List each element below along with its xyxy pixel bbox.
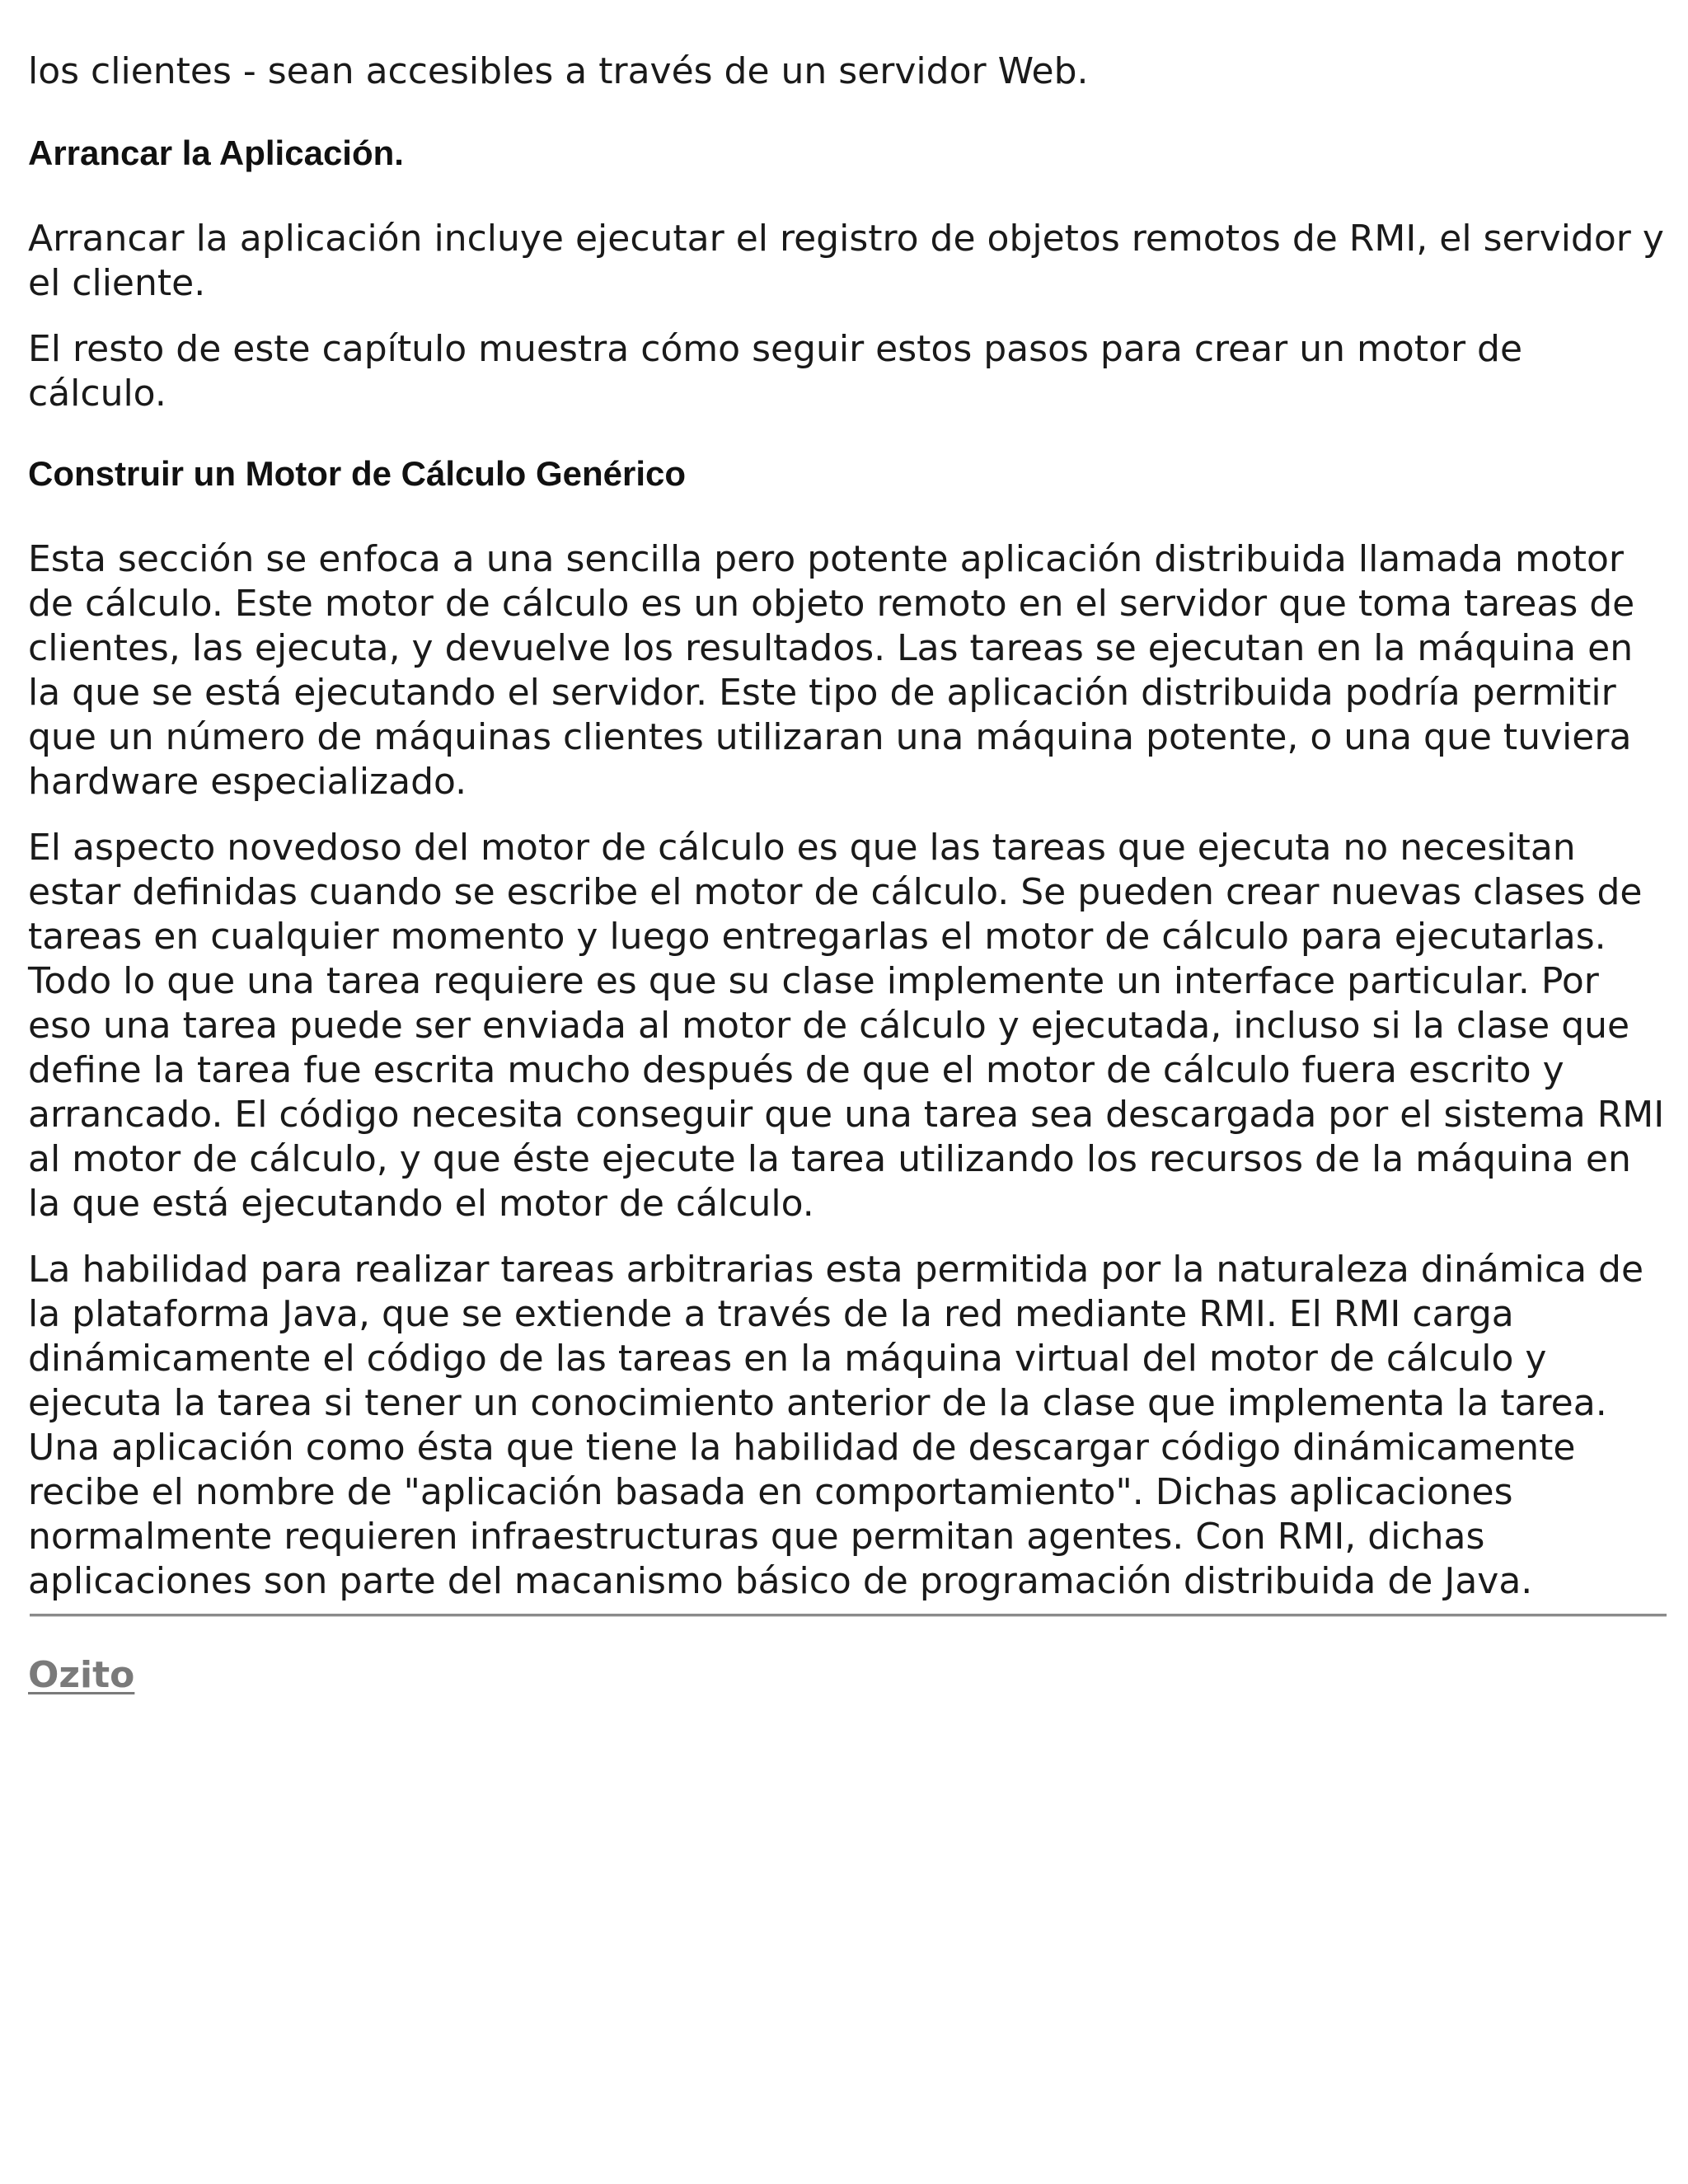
section-heading-arrancar: Arrancar la Aplicación. [28,134,404,172]
document-page [28,49,1668,1698]
ozito-link[interactable]: Ozito [28,1654,135,1696]
section-heading-construir: Construir un Motor de Cálculo Genérico [28,454,687,493]
paragraph-seccion: Esta sección se enfoca a una sencilla pero potente aplicación distribuida llamada motor de cálculo. Este motor de cálculo es un objeto remoto en el servidor que toma tareas de clientes, las ejecuta, y devuelve los resultados. Las tareas se ejecutan en la máquina en la que se está ejecutando el servidor. Este tipo de aplicación distribuida podría permitir que un número de máquinas clientes utilizaran una máquina potente, o una que tuviera hardware especializado. [28,538,1635,803]
paragraph-habilidad: La habilidad para realizar tareas arbitrarias esta permitida por la naturaleza dinámica de la plataforma Java, que se extiende a través de la red mediante RMI. El RMI carga dinámicamente el código de las tareas en la máquina virtual del motor de cálculo y ejecuta la tarea si tener un conocimiento anterior de la clase que implementa la tarea. Una aplicación como ésta que tiene la habilidad de descargar código dinámicamente recibe el nombre de "aplicación basada en comportamiento". Dichas aplicaciones normalmente requieren infraestructuras que permitan agentes. Con RMI, dichas aplicaciones son parte del macanismo básico de programación distribuida de Java. [28,1249,1644,1602]
paragraph-aspecto: El aspecto novedoso del motor de cálculo es que las tareas que ejecuta no necesitan estar definidas cuando se escribe el motor de cálculo. Se pueden crear nuevas clases de tareas en cualquier momento y luego entregarlas el motor de cálculo para ejecutarlas. Todo lo que una tarea requiere es que su clase implemente un interface particular. Por eso una tarea puede ser enviada al motor de cálculo y ejecutada, incluso si la clase que define la tarea fue escrita mucho después de que el motor de cálculo fuera escrito y arrancado. El código necesita conseguir que una tarea sea descargada por el sistema RMI al motor de cálculo, y que éste ejecute la tarea utilizando los recursos de la máquina en la que está ejecutando el motor de cálculo. [28,827,1665,1225]
horizontal-divider [30,1614,1667,1617]
paragraph-arrancar: Arrancar la aplicación incluye ejecutar el registro de objetos remotos de RMI, el servidor y el cliente. [28,218,1664,304]
paragraph-resto: El resto de este capítulo muestra cómo seguir estos pasos para crear un motor de cálculo. [28,328,1523,415]
intro-paragraph: los clientes - sean accesibles a través de un servidor Web. [28,50,1089,92]
